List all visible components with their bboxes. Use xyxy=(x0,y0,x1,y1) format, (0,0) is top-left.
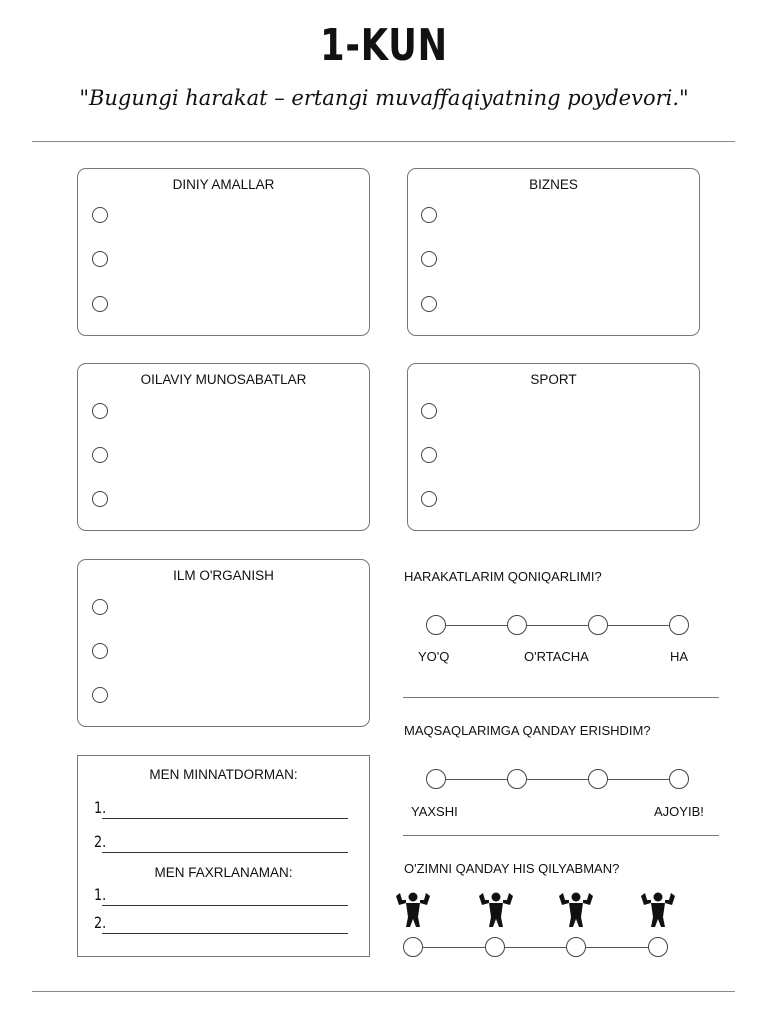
rating-option-3[interactable] xyxy=(588,769,608,789)
top-divider xyxy=(32,141,735,142)
rating-option-1[interactable] xyxy=(403,937,423,957)
checkbox-circle[interactable] xyxy=(421,207,437,223)
checkbox-circle[interactable] xyxy=(421,447,437,463)
question-feeling: O'ZIMNI QANDAY HIS QILYABMAN? xyxy=(404,861,620,876)
page-quote: "Bugungi harakat – ertangi muvaffaqiyatning poydevori." xyxy=(79,86,689,110)
pride-line-1[interactable] xyxy=(102,905,348,906)
rating-option-2[interactable] xyxy=(507,769,527,789)
box-title: ILM O'RGANISH xyxy=(173,568,274,583)
box-biznes xyxy=(407,168,700,336)
rating-option-1[interactable] xyxy=(426,769,446,789)
checkbox-circle[interactable] xyxy=(421,251,437,267)
box-title: SPORT xyxy=(530,372,577,387)
rating-option-1[interactable] xyxy=(426,615,446,635)
checkbox-circle[interactable] xyxy=(92,251,108,267)
checkbox-circle[interactable] xyxy=(421,491,437,507)
checkbox-circle[interactable] xyxy=(92,643,108,659)
checkbox-circle[interactable] xyxy=(92,207,108,223)
pride-line-2[interactable] xyxy=(102,933,348,934)
section-divider xyxy=(403,835,719,836)
scale-label-low: YO'Q xyxy=(418,649,450,664)
bottom-divider xyxy=(32,991,735,992)
flexing-person-icon xyxy=(638,890,678,930)
question-goals: MAQSAQLARIMGA QANDAY ERISHDIM? xyxy=(404,723,651,738)
page-title: 1-KUN xyxy=(320,20,448,71)
flexing-person-icon xyxy=(476,890,516,930)
gratitude-line-1[interactable] xyxy=(102,818,348,819)
rating-option-3[interactable] xyxy=(588,615,608,635)
rating-option-2[interactable] xyxy=(507,615,527,635)
item-number: 1. xyxy=(94,798,107,817)
item-number: 2. xyxy=(94,832,107,851)
box-ilm-organish xyxy=(77,559,370,727)
box-title: OILAVIY MUNOSABATLAR xyxy=(140,372,307,387)
box-diniy-amallar xyxy=(77,168,370,336)
question-satisfaction: HARAKATLARIM QONIQARLIMI? xyxy=(404,569,602,584)
rating-option-4[interactable] xyxy=(648,937,668,957)
gratitude-line-2[interactable] xyxy=(102,852,348,853)
section-divider xyxy=(403,697,719,698)
rating-option-4[interactable] xyxy=(669,615,689,635)
checkbox-circle[interactable] xyxy=(92,599,108,615)
checkbox-circle[interactable] xyxy=(421,403,437,419)
box-oilaviy-munosabatlar xyxy=(77,363,370,531)
box-title: DINIY AMALLAR xyxy=(172,177,275,192)
checkbox-circle[interactable] xyxy=(92,447,108,463)
rating-option-4[interactable] xyxy=(669,769,689,789)
item-number: 2. xyxy=(94,913,107,932)
rating-option-3[interactable] xyxy=(566,937,586,957)
box-title: BIZNES xyxy=(529,177,578,192)
scale-line xyxy=(436,625,680,626)
scale-line xyxy=(436,779,680,780)
checkbox-circle[interactable] xyxy=(92,491,108,507)
checkbox-circle[interactable] xyxy=(92,403,108,419)
item-number: 1. xyxy=(94,885,107,904)
box-sport xyxy=(407,363,700,531)
checkbox-circle[interactable] xyxy=(421,296,437,312)
flexing-person-icon xyxy=(556,890,596,930)
scale-label-mid: O'RTACHA xyxy=(524,649,589,664)
rating-option-2[interactable] xyxy=(485,937,505,957)
scale-line xyxy=(413,947,658,948)
checkbox-circle[interactable] xyxy=(92,687,108,703)
pride-heading: MEN FAXRLANAMAN: xyxy=(154,865,293,880)
scale-label-high: HA xyxy=(670,649,689,664)
scale-label-low: YAXSHI xyxy=(411,804,458,819)
flexing-person-icon xyxy=(393,890,433,930)
gratitude-heading: MEN MINNATDORMAN: xyxy=(149,767,298,782)
checkbox-circle[interactable] xyxy=(92,296,108,312)
scale-label-high: AJOYIB! xyxy=(654,804,704,819)
gratitude-box xyxy=(77,755,370,957)
